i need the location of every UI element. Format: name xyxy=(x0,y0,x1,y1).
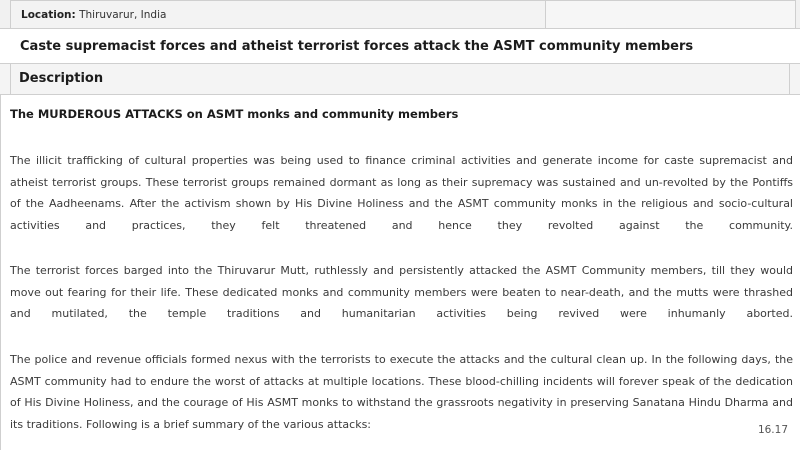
location-label: Location: xyxy=(21,9,76,21)
content-heading: The MURDEROUS ATTACKS on ASMT monks and community members xyxy=(10,107,459,121)
page-number: 16.17 xyxy=(757,424,788,436)
location-cell xyxy=(10,0,546,28)
location-value: Thiruvarur, India xyxy=(79,9,167,21)
description-row xyxy=(0,64,800,95)
description-content xyxy=(0,95,800,450)
paragraph-1: The illicit trafficking of cultural properties was being used to finance criminal activities and generate income for caste supremacist and atheist terrorist groups. These terrorist groups remained dormant as long as their supremacy was sustained and un-revolted by the Pontiffs of the Aadheenams. After the activism shown by His Divine Holiness and the ASMT community monks in the religious and socio-cultural activities and practices, they felt threatened and hence they revolted against the community. xyxy=(10,154,793,232)
paragraph-3: The police and revenue officials formed nexus with the terrorists to execute the attacks and the cultural clean up. In the following days, the ASMT community had to endure the worst of attacks at multiple locations. These blood-chilling incidents will forever speak of the dedication of His Divine Holiness, and the courage of His ASMT monks to withstand the grassroots negativity in preserving Sanatana Hindu Dharma and its traditions. Following is a brief summary of the various attacks: xyxy=(10,353,793,431)
title-row xyxy=(0,29,800,64)
page-title: Caste supremacist forces and atheist terrorist forces attack the ASMT community members xyxy=(20,39,694,54)
location-empty-cell xyxy=(546,0,796,28)
paragraph-2: The terrorist forces barged into the Thiruvarur Mutt, ruthlessly and persistently attacked the ASMT Community members, till they would move out fearing for their life. These dedicated monks and community members were beaten to near-death, and the mutts were thrashed and mutilated, the temple traditions and humanitarian activities being revived were inhumanly aborted. xyxy=(10,264,793,320)
location-row xyxy=(0,0,800,29)
description-label: Description xyxy=(10,64,790,94)
